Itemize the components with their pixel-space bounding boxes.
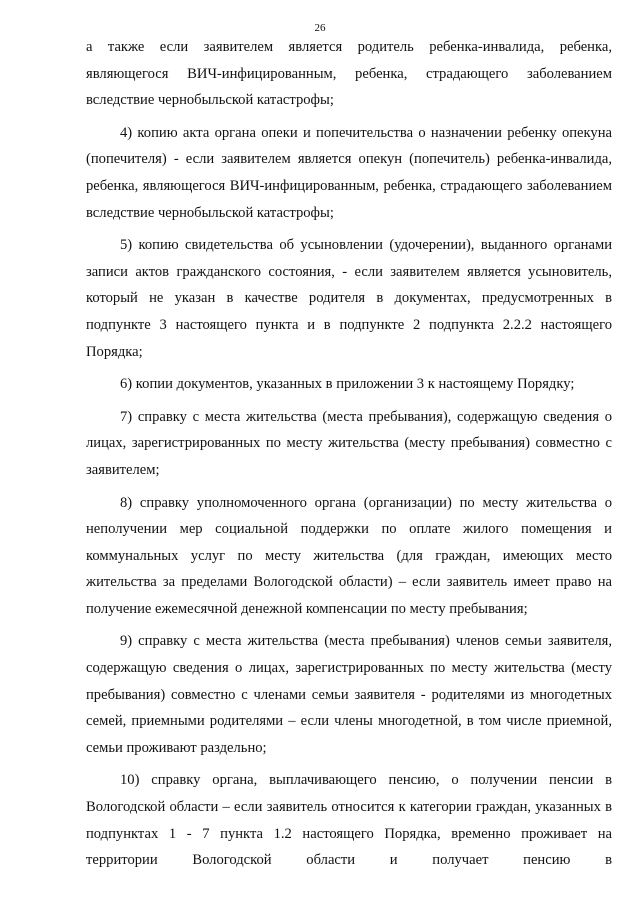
paragraph-item-8: 8) справку уполномоченного органа (организации) по месту жительства о неполучении мер социальной поддержки по оплате жилого помещения и коммунальных услуг по месту жительства (для граждан, имеющих место жительства за пределами Вологодской области) – если заявитель имеет право на получение ежемесячной денежной компенсации по месту пребывания; xyxy=(86,494,612,617)
paragraph-item-9: 9) справку с места жительства (места пребывания) членов семьи заявителя, содержащую сведения о лицах, зарегистрированных по месту жительства (месту пребывания) совместно с членами семьи заявителя - родителями из многодетных семей, приемными родителями – если члены многодетной, в том числе приемной, семьи проживают раздельно; xyxy=(86,633,612,756)
document-body xyxy=(86,34,612,880)
paragraph-continuation: а также если заявителем является родитель ребенка-инвалида, ребенка, являющегося ВИЧ-инфицированным, ребенка, страдающего заболеванием вследствие чернобыльской катастрофы; xyxy=(86,39,612,109)
paragraph-item-10: 10) справку органа, выплачивающего пенсию, о получении пенсии в Вологодской области – если заявитель относится к категории граждан, указанных в подпунктах 1 - 7 пункта 1.2 настоящего Порядка, временно проживает на территории Вологодской области и получает пенсию в xyxy=(86,772,612,869)
paragraph-item-4: 4) копию акта органа опеки и попечительства о назначении ребенку опекуна (попечителя) - если заявителем является опекун (попечитель) ребенка-инвалида, ребенка, являющегося ВИЧ-инфицированным, ребенка, страдающего заболеванием вследствие чернобыльской катастрофы; xyxy=(86,124,612,221)
paragraph-item-7: 7) справку с места жительства (места пребывания), содержащую сведения о лицах, зарегистрированных по месту жительства (месту пребывания) совместно с заявителем; xyxy=(86,408,612,478)
paragraph-item-6: 6) копии документов, указанных в приложении 3 к настоящему Порядку; xyxy=(120,376,575,393)
page-number: 26 xyxy=(314,22,326,34)
paragraph-item-5: 5) копию свидетельства об усыновлении (удочерении), выданного органами записи актов гражданского состояния, - если заявителем является усыновитель, который не указан в качестве родителя в документах, предусмотренных в подпункте 3 настоящего пункта и в подпункте 2 подпункта 2.2.2 настоящего Порядка; xyxy=(86,237,612,360)
